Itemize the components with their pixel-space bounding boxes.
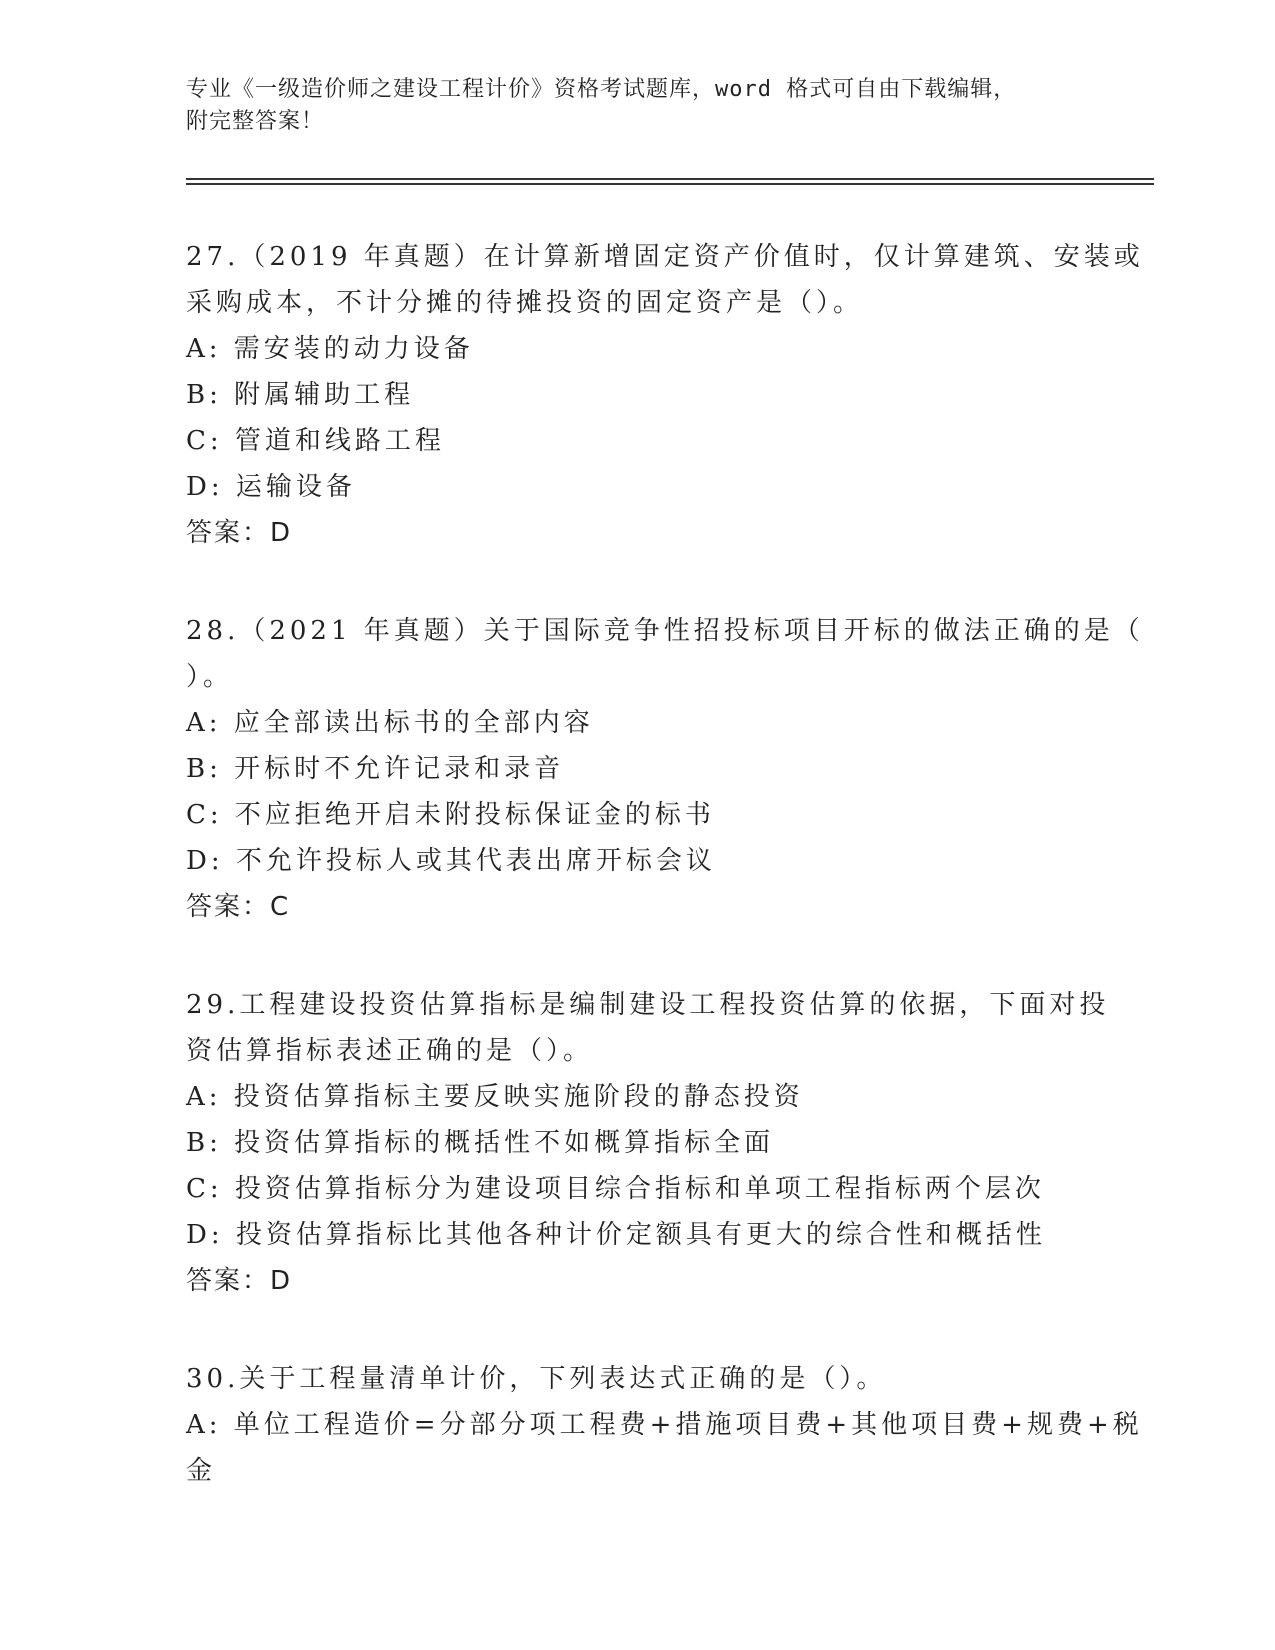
header-line-2: 附完整答案！ bbox=[186, 109, 325, 134]
question-list bbox=[186, 234, 1144, 1546]
answer-line: 答案：D bbox=[186, 1266, 293, 1296]
option-b: B: 附属辅助工程 bbox=[186, 380, 415, 410]
option-c: C: 管道和线路工程 bbox=[186, 426, 445, 456]
question-27 bbox=[186, 234, 1144, 556]
option-d: D: 投资估算指标比其他各种计价定额具有更大的综合性和概括性 bbox=[186, 1220, 1046, 1250]
question-stem-line: 28.（2021 年真题）关于国际竞争性招投标项目开标的做法正确的是（ bbox=[186, 616, 1144, 646]
page-header bbox=[186, 74, 1086, 138]
option-a: A: 需安装的动力设备 bbox=[186, 334, 474, 364]
answer-line: 答案：D bbox=[186, 518, 293, 548]
option-d: D: 运输设备 bbox=[186, 472, 356, 502]
option-c: C: 投资估算指标分为建设项目综合指标和单项工程指标两个层次 bbox=[186, 1174, 1045, 1204]
header-rule-bottom bbox=[186, 183, 1154, 185]
option-d: D: 不允许投标人或其代表出席开标会议 bbox=[186, 846, 716, 876]
question-stem-line: 资估算指标表述正确的是（）。 bbox=[186, 1036, 594, 1066]
option-a: A: 应全部读出标书的全部内容 bbox=[186, 708, 594, 738]
header-line-1: 专业《一级造价师之建设工程计价》资格考试题库，word 格式可自由下载编辑， bbox=[186, 77, 1017, 102]
option-b: B: 开标时不允许记录和录音 bbox=[186, 754, 565, 784]
option-b: B: 投资估算指标的概括性不如概算指标全面 bbox=[186, 1128, 775, 1158]
answer-line: 答案：C bbox=[186, 892, 291, 922]
option-a: A: 投资估算指标主要反映实施阶段的静态投资 bbox=[186, 1082, 804, 1112]
question-28 bbox=[186, 608, 1144, 930]
header-rule-top bbox=[186, 178, 1154, 180]
option-c: C: 不应拒绝开启未附投标保证金的标书 bbox=[186, 800, 715, 830]
question-stem-line: 27.（2019 年真题）在计算新增固定资产价值时，仅计算建筑、安装或 bbox=[186, 242, 1144, 272]
question-30 bbox=[186, 1356, 1143, 1494]
question-29 bbox=[186, 982, 1110, 1304]
option-a-continued: 金 bbox=[186, 1456, 217, 1486]
question-stem-line: 采购成本，不计分摊的待摊投资的固定资产是（）。 bbox=[186, 288, 864, 318]
question-stem-line: 29.工程建设投资估算指标是编制建设工程投资估算的依据，下面对投 bbox=[186, 990, 1110, 1020]
option-a: A: 单位工程造价=分部分项工程费+措施项目费+其他项目费+规费+税 bbox=[186, 1410, 1143, 1440]
question-stem-line: 30.关于工程量清单计价，下列表达式正确的是（）。 bbox=[186, 1364, 887, 1394]
question-stem-line: ）。 bbox=[186, 662, 234, 692]
